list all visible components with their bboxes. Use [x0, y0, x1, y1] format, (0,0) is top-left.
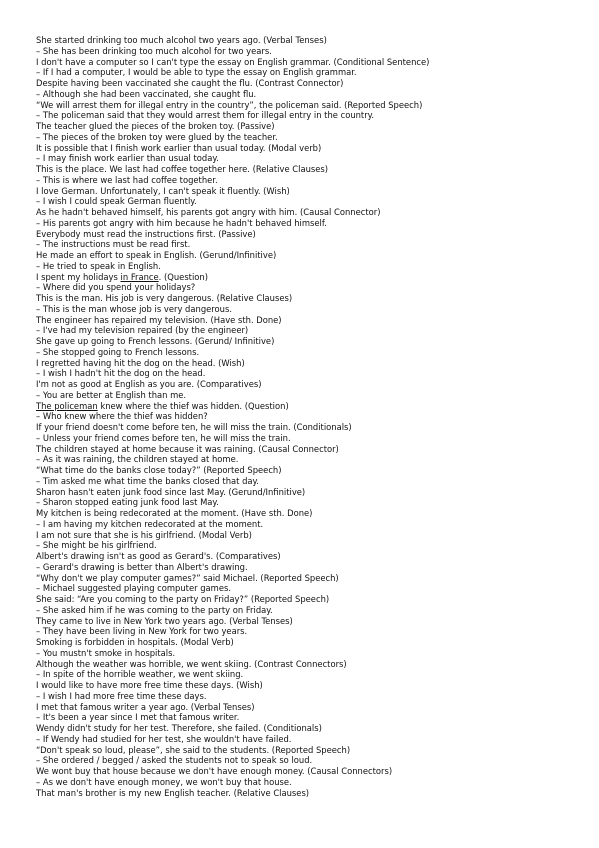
text-line: I love German. Unfortunately, I can't speak it fluently. (Wish)	[36, 185, 290, 196]
text-line: I met that famous writer a year ago. (Verbal Tenses)	[36, 701, 255, 712]
text-line: This is the man. His job is very dangerous. (Relative Clauses)	[36, 293, 293, 303]
text-line: I would like to have more free time these days. (Wish)	[36, 680, 263, 690]
text-line: Wendy didn't study for her test. Therefore, she failed. (Conditionals)	[36, 723, 322, 733]
text-line: I regretted having hit the dog on the head. (Wish)	[36, 357, 245, 368]
text-line: – She stopped going to French lessons.	[36, 346, 200, 357]
line-text-after: knew where the thief was hidden. (Question)	[97, 400, 289, 411]
text-line: She started drinking too much alcohol two years ago. (Verbal Tenses)	[36, 35, 327, 45]
text-line: – This is the man whose job is very dangerous.	[36, 303, 232, 314]
text-line	[36, 809, 576, 820]
text-line-with-underline	[36, 401, 576, 412]
text-line: We wont buy that house because we don't have enough money. (Causal Connectors)	[36, 766, 393, 776]
text-line: The teacher glued the pieces of the broken toy. (Passive)	[36, 121, 275, 131]
text-line: – As we don't have enough money, we won't buy that house.	[36, 776, 292, 787]
text-line: Although the weather was horrible, we went skiing. (Contrast Connectors)	[36, 658, 347, 669]
text-line: I don't have a computer so I can't type the essay on English grammar. (Conditional Sentence)	[36, 56, 430, 67]
text-line: – The policeman said that they would arrest them for illegal entry in the country.	[36, 110, 375, 121]
text-line: – The pieces of the broken toy were glued by the teacher.	[36, 131, 278, 142]
line-text-after: . (Question)	[158, 271, 208, 282]
text-line: As he hadn't behaved himself, his parents got angry with him. (Causal Connector)	[36, 207, 381, 217]
text-line	[36, 798, 576, 809]
text-line: – I am having my kitchen redecorated at the moment.	[36, 518, 264, 529]
text-line: – She has been drinking too much alcohol for two years.	[36, 45, 272, 56]
text-line: Smoking is forbidden in hospitals. (Modal Verb)	[36, 637, 234, 647]
text-line: – She might be his girlfriend.	[36, 540, 157, 551]
text-line: – Unless your friend comes before ten, he will miss the train.	[36, 432, 291, 443]
text-line: – This is where we last had coffee together.	[36, 174, 218, 185]
text-line: – Where did you spend your holidays?	[36, 282, 196, 293]
text-line: – I may finish work earlier than usual today.	[36, 153, 219, 164]
text-line: – The instructions must be read first.	[36, 239, 191, 250]
text-line: – I've had my television repaired (by the engineer)	[36, 325, 249, 336]
text-line: – I wish I could speak German fluently.	[36, 196, 197, 207]
text-line: – She ordered / begged / asked the students not to speak so loud.	[36, 755, 313, 766]
text-line: – I wish I hadn't hit the dog on the head.	[36, 368, 206, 379]
text-line: Despite having been vaccinated she caught the flu. (Contrast Connector)	[36, 78, 344, 88]
text-line: Everybody must read the instructions first. (Passive)	[36, 228, 256, 239]
text-line-with-underline	[36, 272, 576, 283]
text-line: “Don't speak so loud, please”, she said to the students. (Reported Speech)	[36, 744, 351, 755]
text-line: – Who knew where the thief was hidden?	[36, 411, 208, 422]
text-line: – If I had a computer, I would be able to type the essay on English grammar.	[36, 67, 357, 78]
text-line: That man's brother is my new English teacher. (Relative Clauses)	[36, 787, 310, 798]
text-line: – As it was raining, the children stayed at home.	[36, 454, 239, 465]
text-line: – Sharon stopped eating junk food last May.	[36, 497, 219, 508]
text-line: – Tim asked me what time the banks closed that day.	[36, 475, 259, 486]
text-line: The children stayed at home because it was raining. (Causal Connector)	[36, 443, 339, 454]
text-line: “What time do the banks close today?” (Reported Speech)	[36, 465, 282, 475]
text-line: They came to live in New York two years ago. (Verbal Tenses)	[36, 615, 293, 626]
text-line: “We will arrest them for illegal entry in the country”, the policeman said. (Reported Speech)	[36, 99, 423, 110]
text-line: My kitchen is being redecorated at the moment. (Have sth. Done)	[36, 508, 313, 518]
underlined-phrase: The policeman	[36, 400, 98, 411]
text-line: – It's been a year since I met that famous writer.	[36, 712, 240, 723]
text-line: – Gerard's drawing is better than Albert's drawing.	[36, 561, 248, 572]
text-line: – He tried to speak in English.	[36, 260, 161, 271]
line-text-before: I spent my holidays	[36, 271, 121, 282]
text-line: – She asked him if he was coming to the party on Friday.	[36, 604, 273, 615]
text-line: – You mustn't smoke in hospitals.	[36, 647, 176, 658]
text-line: Albert's drawing isn't as good as Gerard's. (Comparatives)	[36, 551, 281, 561]
text-line: I'm not as good at English as you are. (Comparatives)	[36, 379, 262, 389]
text-line: It is possible that I finish work earlier than usual today. (Modal verb)	[36, 142, 322, 153]
document-page	[36, 35, 576, 820]
text-line: – His parents got angry with him because he hadn't behaved himself.	[36, 217, 327, 228]
text-line: She said: “Are you coming to the party on Friday?” (Reported Speech)	[36, 594, 330, 604]
text-line: He made an effort to speak in English. (Gerund/Infinitive)	[36, 250, 277, 260]
text-line: She gave up going to French lessons. (Gerund/ Infinitive)	[36, 336, 275, 346]
text-line: – I wish I had more free time these days.	[36, 690, 207, 701]
text-line: – They have been living in New York for two years.	[36, 626, 248, 637]
text-line: The engineer has repaired my television. (Have sth. Done)	[36, 314, 282, 325]
text-line: – Michael suggested playing computer games.	[36, 583, 232, 594]
text-line: Sharon hasn't eaten junk food since last May. (Gerund/Infinitive)	[36, 486, 306, 497]
text-line: I am not sure that she is his girlfriend. (Modal Verb)	[36, 529, 252, 540]
text-line: If your friend doesn't come before ten, he will miss the train. (Conditionals)	[36, 422, 352, 432]
text-line: This is the place. We last had coffee together here. (Relative Clauses)	[36, 164, 329, 174]
text-line: – You are better at English than me.	[36, 389, 187, 400]
text-line: – In spite of the horrible weather, we went skiing.	[36, 669, 244, 680]
underlined-phrase: in France	[120, 271, 159, 282]
text-line: – If Wendy had studied for her test, she wouldn't have failed.	[36, 733, 292, 744]
text-line: “Why don't we play computer games?” said Michael. (Reported Speech)	[36, 572, 339, 583]
text-line: – Although she had been vaccinated, she caught flu.	[36, 88, 257, 99]
